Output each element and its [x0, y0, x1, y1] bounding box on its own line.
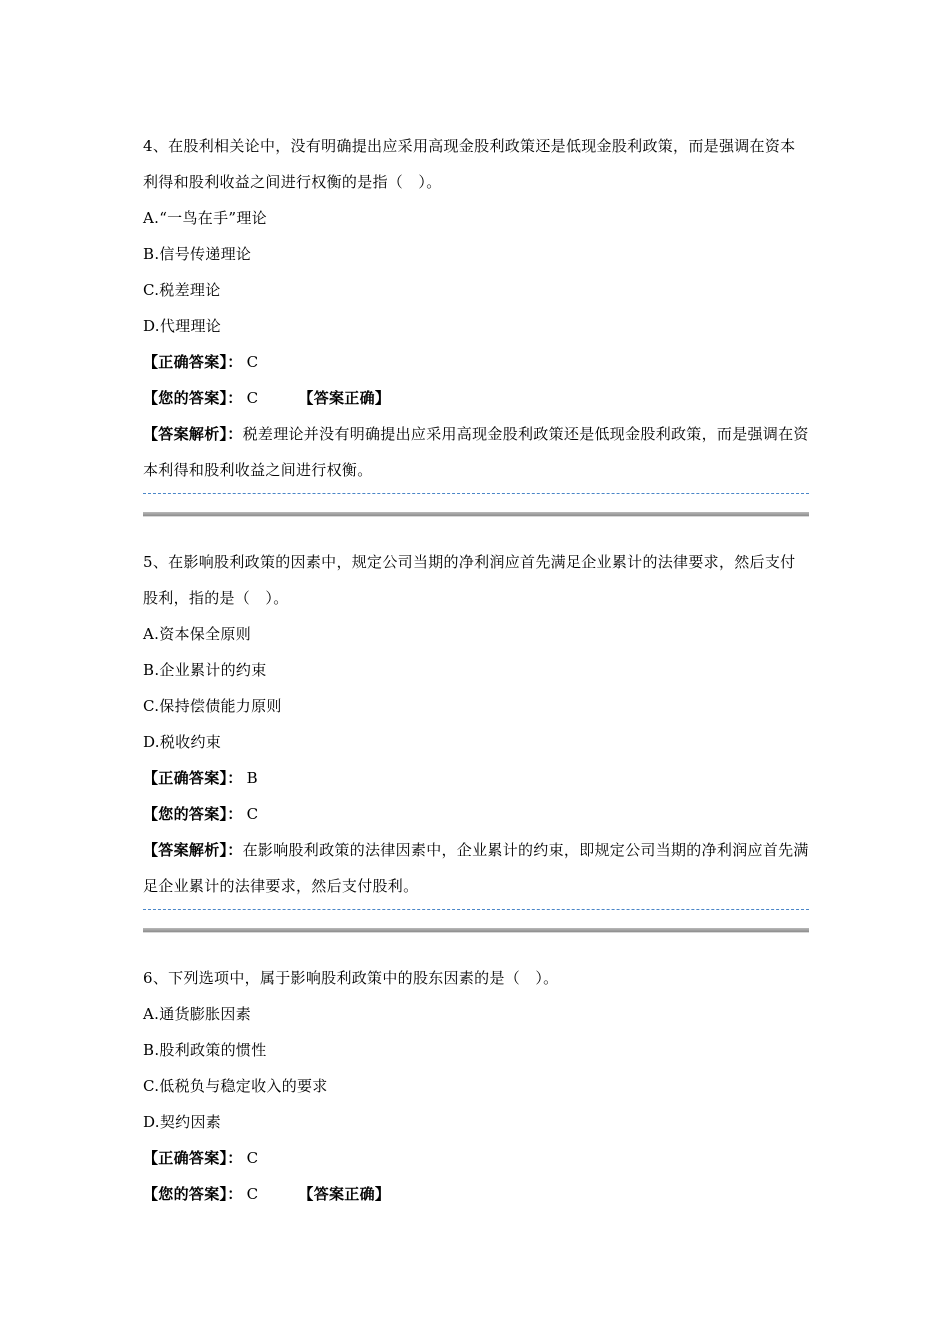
- gray-divider-bar: [143, 512, 809, 517]
- dashed-divider: [143, 493, 809, 494]
- question-stem: 6、下列选项中，属于影响股利政策中的股东因素的是（ ）。: [143, 969, 559, 987]
- your-answer-value: C: [246, 1185, 259, 1203]
- explanation-text: 在影响股利政策的法律因素中，企业累计的约束，即规定公司当期的净利润应首先满足企业累计的法律要求，然后支付股利。: [143, 841, 809, 895]
- dashed-divider: [143, 909, 809, 910]
- your-answer-row: [143, 380, 809, 416]
- question-stem: 4、在股利相关论中，没有明确提出应采用高现金股利政策还是低现金股利政策，而是强调在资本利得和股利收益之间进行权衡的是指（ ）。: [143, 137, 796, 191]
- explanation: [143, 832, 809, 904]
- your-answer-label: 【您的答案】：: [143, 805, 243, 823]
- option-b: B.信号传递理论: [143, 245, 252, 263]
- question-5: [143, 544, 809, 904]
- question-stem: 5、在影响股利政策的因素中，规定公司当期的净利润应首先满足企业累计的法律要求，然后支付股利，指的是（ ）。: [143, 553, 796, 607]
- your-answer-label: 【您的答案】：: [143, 1185, 243, 1203]
- correct-answer-row: [143, 344, 809, 380]
- spacer: [143, 534, 809, 544]
- correct-answer-row: [143, 1140, 809, 1176]
- your-answer-row: [143, 796, 809, 832]
- explanation: [143, 416, 809, 488]
- result-badge: 【答案正确】: [298, 1185, 391, 1203]
- correct-answer-label: 【正确答案】：: [143, 1149, 243, 1167]
- option-a: A.“一鸟在手”理论: [143, 209, 267, 227]
- correct-answer-value: B: [246, 769, 258, 787]
- question-separator: [143, 904, 809, 950]
- question-6: [143, 960, 809, 1212]
- option-c: C.低税负与稳定收入的要求: [143, 1077, 328, 1095]
- option-d: D.税收约束: [143, 733, 222, 751]
- correct-answer-row: [143, 760, 809, 796]
- option-a: A.资本保全原则: [143, 625, 252, 643]
- option-d: D.契约因素: [143, 1113, 222, 1131]
- correct-answer-value: C: [246, 353, 259, 371]
- option-b: B.股利政策的惯性: [143, 1041, 267, 1059]
- correct-answer-label: 【正确答案】：: [143, 769, 243, 787]
- question-4: [143, 128, 809, 488]
- your-answer-value: C: [246, 389, 259, 407]
- your-answer-label: 【您的答案】：: [143, 389, 243, 407]
- gray-divider-bar: [143, 928, 809, 933]
- explanation-text: 税差理论并没有明确提出应采用高现金股利政策还是低现金股利政策，而是强调在资本利得和股利收益之间进行权衡。: [143, 425, 809, 479]
- option-b: B.企业累计的约束: [143, 661, 267, 679]
- option-c: C.保持偿债能力原则: [143, 697, 282, 715]
- your-answer-row: [143, 1176, 809, 1212]
- option-a: A.通货膨胀因素: [143, 1005, 252, 1023]
- question-list: [143, 128, 809, 1212]
- option-c: C.税差理论: [143, 281, 221, 299]
- explanation-label: 【答案解析】：: [143, 425, 243, 443]
- correct-answer-label: 【正确答案】：: [143, 353, 243, 371]
- option-d: D.代理理论: [143, 317, 222, 335]
- result-badge: 【答案正确】: [298, 389, 391, 407]
- correct-answer-value: C: [246, 1149, 259, 1167]
- question-separator: [143, 488, 809, 534]
- spacer: [143, 950, 809, 960]
- explanation-label: 【答案解析】：: [143, 841, 243, 859]
- your-answer-value: C: [246, 805, 259, 823]
